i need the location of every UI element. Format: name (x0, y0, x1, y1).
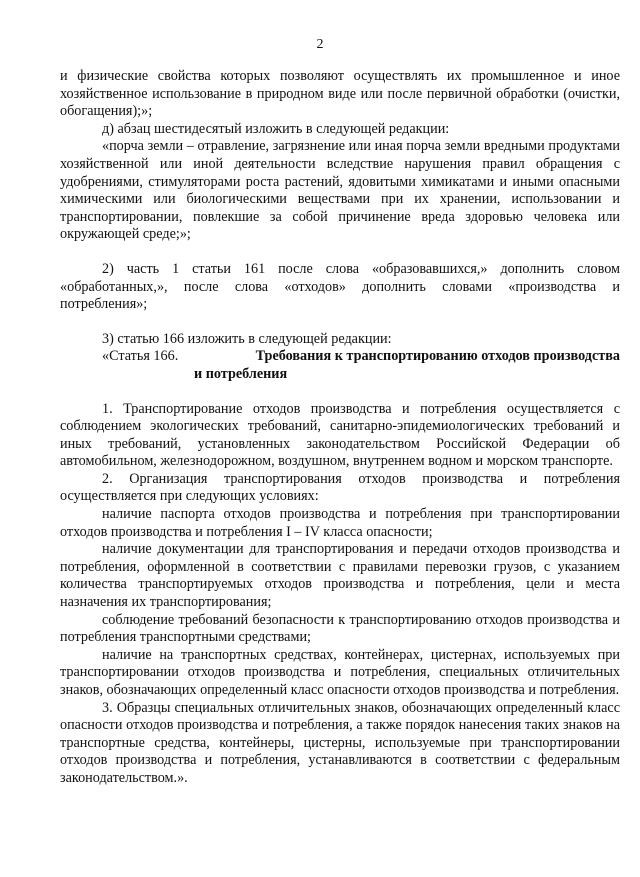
spacer (60, 314, 620, 331)
condition-documentation: наличие документации для транспортирования и передачи отходов производства и потребления, оформленной в соответствии с правилами перевозки грузов, с указанием количества транспортируемых отходов производства и потребления, цели и места назначения их транспортирования; (60, 541, 620, 611)
article-heading (60, 348, 620, 383)
article-part-3: 3. Образцы специальных отличительных знаков, обозначающих определенный класс опасности отходов производства и потребления, а также порядок нанесения таких знаков на транспортные средства, контейнеры, цистерны, используемые при транспортировании отходов производства и потребления, устанавливаются в соответствии с федеральным законодательством.». (60, 699, 620, 786)
paragraph-item-d: д) абзац шестидесятый изложить в следующей редакции: (102, 120, 450, 137)
paragraph-item-2: 2) часть 1 статьи 161 после слова «образовавшихся,» дополнить словом «обработанных,», после слова «отходов» дополнить словами «производства и потребления»; (60, 260, 620, 313)
article-part-2: 2. Организация транспортирования отходов производства и потребления осуществляется при следующих условиях: (60, 470, 620, 505)
article-part-1: 1. Транспортирование отходов производства и потребления осуществляется с соблюдением экологических требований, санитарно-эпидемиологических требований и иных требований, установленных законодательством Российской Федерации об автомобильном, железнодорожном, воздушном, внутреннем водном и морском транспорте. (60, 400, 620, 470)
spacer (60, 384, 620, 401)
condition-passport: наличие паспорта отходов производства и потребления при транспортировании отходов производства и потребления I – IV класса опасности; (60, 506, 620, 540)
article-title-line2: и потребления (194, 365, 288, 382)
article-label: «Статья 166. (102, 348, 179, 365)
spacer (60, 244, 620, 261)
condition-signs: наличие на транспортных средствах, контейнерах, цистернах, используемых при транспортировании отходов производства и потребления, специальных отличительных знаков, обозначающих определенный класс опасности отходов производства и потребления. (60, 646, 620, 698)
document-body (60, 68, 620, 788)
paragraph-item-3: 3) статью 166 изложить в следующей редакции: (102, 330, 392, 347)
condition-safety: соблюдение требований безопасности к транспортированию отходов производства и потребления транспортными средствами; (60, 611, 620, 646)
paragraph-continuation: и физические свойства которых позволяют осуществлять их промышленное и иное хозяйственное использование в природном виде или после первичной обработки (очистки, обогащения);»; (60, 68, 620, 120)
paragraph-definition: «порча земли – отравление, загрязнение или иная порча земли вредными продуктами хозяйственной или иной деятельности вследствие нарушения правил обращения с удобрениями, стимуляторами роста растений, ядовитыми химикатами и иными опасными химическими или биологическими веществами при их хранении, использовании и транспортировании, повлекшие за собой причинение вреда здоровью человека или окружающей среде;»; (60, 138, 620, 243)
article-title-line1: Требования к транспортированию отходов производства (255, 348, 620, 365)
page-number: 2 (316, 37, 324, 52)
